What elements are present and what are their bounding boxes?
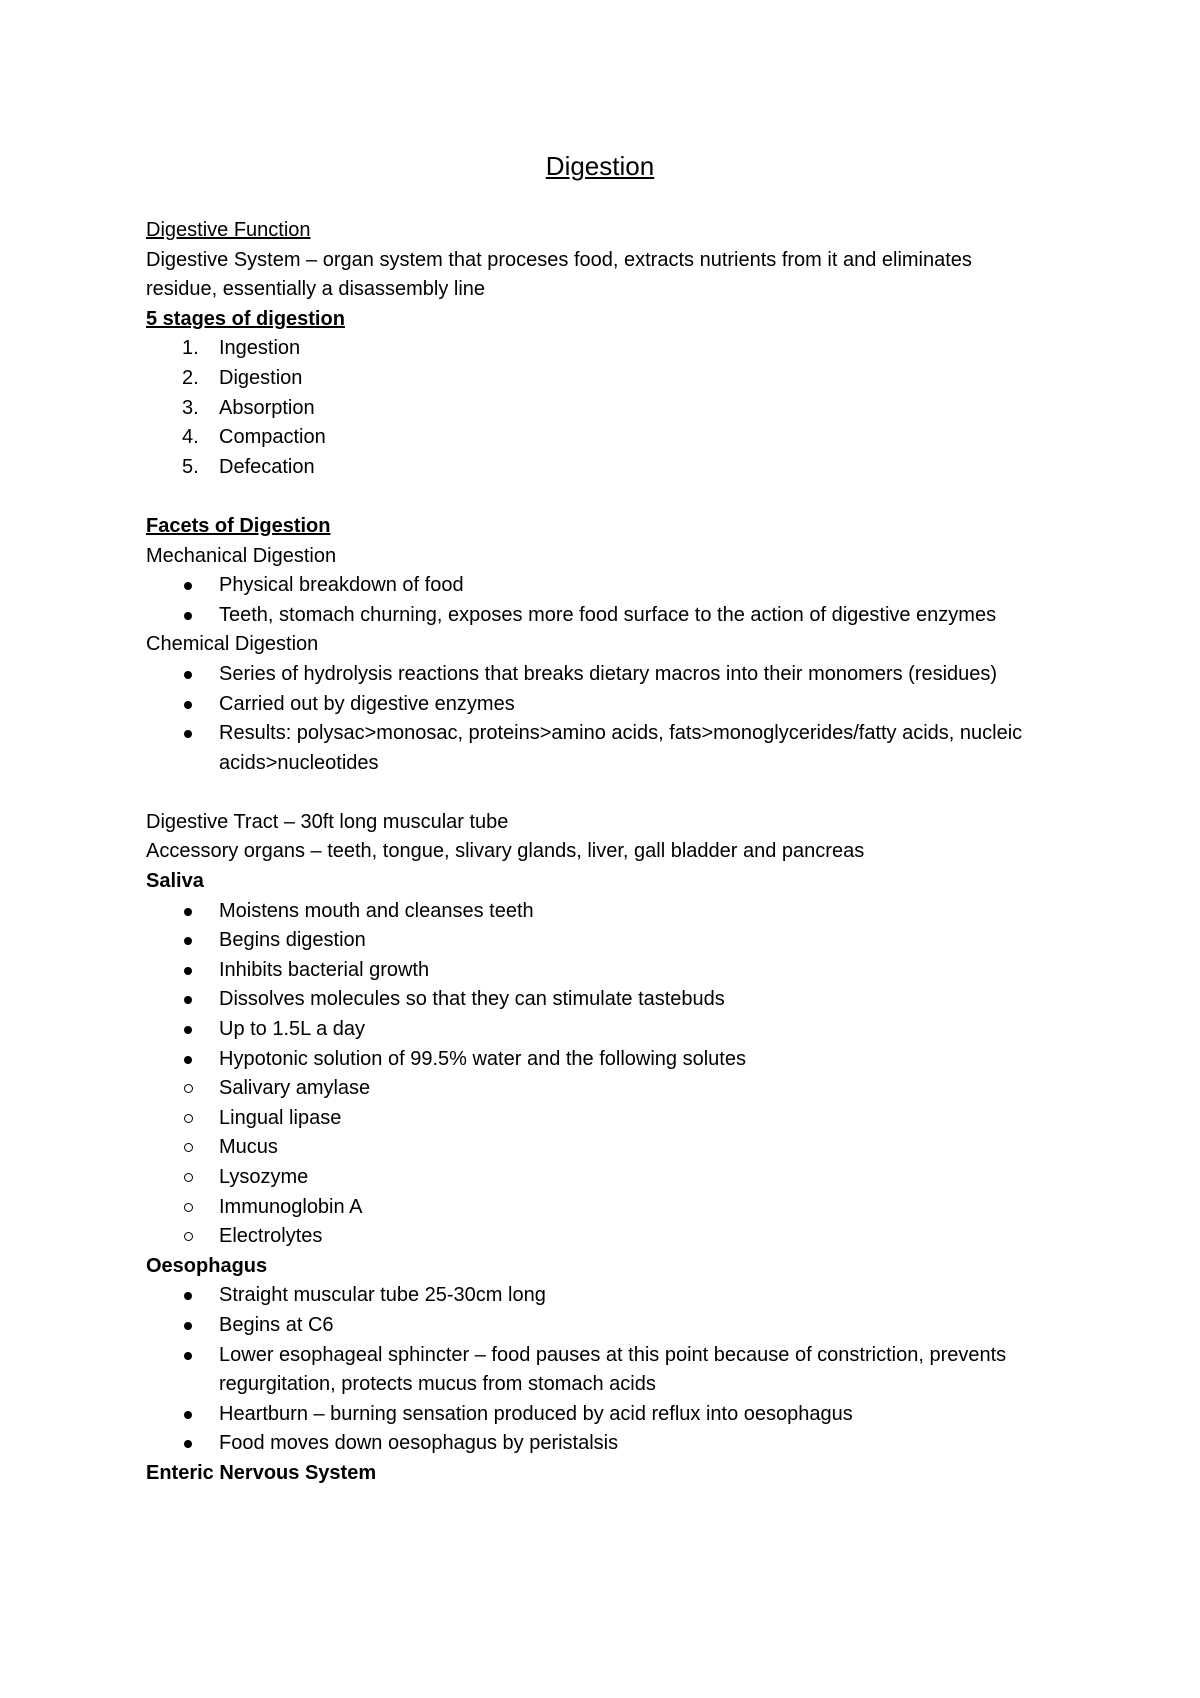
bullet-icon	[184, 690, 214, 709]
circle-bullet-icon	[184, 1104, 214, 1123]
enteric-nervous-system-heading: Enteric Nervous System	[146, 1461, 377, 1484]
bullet-icon	[184, 1045, 214, 1064]
stage-label: Compaction	[219, 426, 326, 449]
circle-bullet-icon	[184, 1193, 214, 1212]
list-item: Straight muscular tube 25-30cm long	[146, 1281, 1066, 1311]
digestive-function-heading: Digestive Function	[146, 219, 311, 241]
list-item: Series of hydrolysis reactions that breaks dietary macros into their monomers (residues)	[146, 660, 999, 690]
list-item	[146, 334, 1066, 364]
stages-heading: 5 stages of digestion	[146, 307, 345, 330]
bullet-icon	[184, 897, 214, 916]
list-item: Dissolves molecules so that they can stimulate tastebuds	[146, 985, 1066, 1015]
list-number: 2.	[182, 366, 199, 389]
list-item: Heartburn – burning sensation produced by acid reflux into oesophagus	[146, 1400, 1066, 1430]
digestive-tract-text: Digestive Tract – 30ft long muscular tube	[146, 810, 509, 833]
mechanical-digestion-label: Mechanical Digestion	[146, 544, 337, 567]
list-item: Moistens mouth and cleanses teeth	[146, 897, 1066, 927]
list-item	[146, 453, 1066, 483]
bullet-icon	[184, 571, 214, 590]
stages-list	[146, 334, 1066, 482]
oesophagus-heading: Oesophagus	[146, 1254, 268, 1277]
list-item: Hypotonic solution of 99.5% water and the following solutes	[146, 1045, 1066, 1075]
list-item: Begins digestion	[146, 926, 1066, 956]
list-item: Lysozyme	[146, 1163, 1066, 1193]
bullet-icon	[184, 1015, 214, 1034]
stage-label: Digestion	[219, 366, 303, 389]
list-item: Lingual lipase	[146, 1104, 1066, 1134]
list-item: Mucus	[146, 1133, 1066, 1163]
document-body	[146, 216, 1066, 1489]
list-number: 3.	[182, 396, 199, 419]
bullet-icon	[184, 926, 214, 945]
bullet-icon	[184, 719, 214, 738]
stage-label: Ingestion	[219, 337, 301, 360]
facets-heading: Facets of Digestion	[146, 514, 331, 537]
bullet-icon	[184, 1341, 214, 1360]
list-item: Carried out by digestive enzymes	[146, 690, 1066, 720]
list-item: Electrolytes	[146, 1222, 1066, 1252]
bullet-icon	[184, 1400, 214, 1419]
list-item: Physical breakdown of food	[146, 571, 1066, 601]
circle-bullet-icon	[184, 1074, 214, 1093]
list-item: Teeth, stomach churning, exposes more food surface to the action of digestive enzymes	[146, 601, 999, 631]
bullet-icon	[184, 601, 214, 620]
circle-bullet-icon	[184, 1133, 214, 1152]
digestive-system-definition: Digestive System – organ system that proceses food, extracts nutrients from it and eliminates residue, essentially a disassembly line	[146, 248, 972, 301]
list-item: Results: polysac>monosac, proteins>amino acids, fats>monoglycerides/fatty acids, nucleic acids>nucleotides	[146, 719, 1069, 778]
stage-label: Defecation	[219, 455, 315, 478]
chemical-digestion-label: Chemical Digestion	[146, 633, 319, 656]
list-item: Immunoglobin A	[146, 1193, 1066, 1223]
stage-label: Absorption	[219, 396, 315, 419]
saliva-heading: Saliva	[146, 870, 204, 893]
list-item: Inhibits bacterial growth	[146, 956, 1066, 986]
list-item	[146, 423, 1066, 453]
accessory-organs-text: Accessory organs – teeth, tongue, slivary glands, liver, gall bladder and pancreas	[146, 840, 865, 863]
list-number: 1.	[182, 337, 199, 360]
list-item: Begins at C6	[146, 1311, 1066, 1341]
list-item	[146, 364, 1066, 394]
circle-bullet-icon	[184, 1222, 214, 1241]
list-item: Food moves down oesophagus by peristalsis	[146, 1429, 1066, 1459]
circle-bullet-icon	[184, 1163, 214, 1182]
bullet-icon	[184, 660, 214, 679]
list-number: 5.	[182, 455, 199, 478]
list-item: Up to 1.5L a day	[146, 1015, 1066, 1045]
list-number: 4.	[182, 426, 199, 449]
bullet-icon	[184, 956, 214, 975]
list-item: Lower esophageal sphincter – food pauses at this point because of constriction, prevents regurgitation, protects mucus from stomach acids	[146, 1341, 1049, 1400]
list-item	[146, 394, 1066, 424]
list-item: Salivary amylase	[146, 1074, 1066, 1104]
bullet-icon	[184, 1281, 214, 1300]
bullet-icon	[184, 985, 214, 1004]
page-title: Digestion	[545, 151, 655, 181]
bullet-icon	[184, 1311, 214, 1330]
bullet-icon	[184, 1429, 214, 1448]
